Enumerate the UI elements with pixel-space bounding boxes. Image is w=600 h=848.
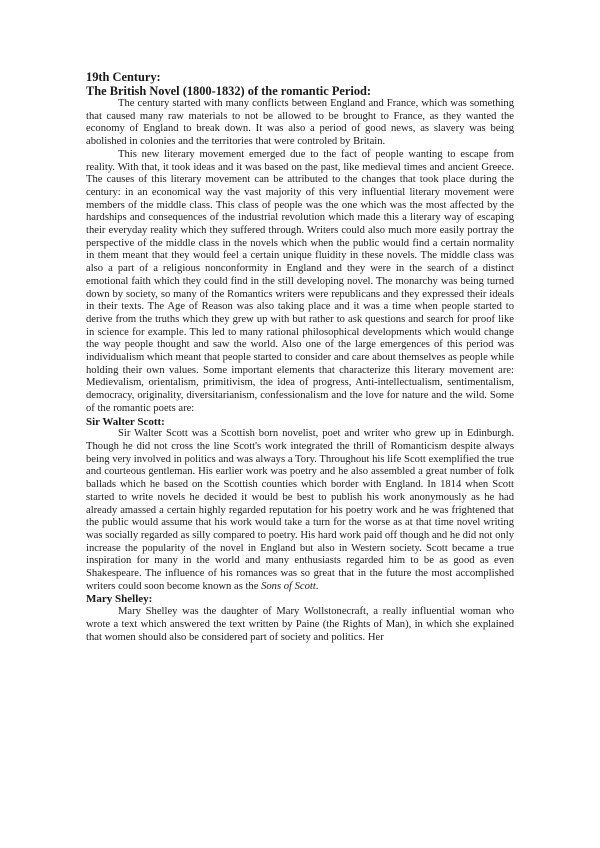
scott-paragraph: [86, 428, 514, 593]
scott-paragraph-text: Sir Walter Scott was a Scottish born novelist, poet and writer who grew up in Edinburgh. Though he did not cross the line Scott's work integrated the thrill of Romanticism despite always being very involved in politics and was always a Tory. Throughout his life Scott exemplified the true and courteous gentleman. His earlier work was poetry and he also assembled a great number of folk ballads which he based on the Scottish counties which border with England. In 1814 when Scott started to write novels he decided it would be best to publish his work anonymously as he had already amassed a certain highly regarded reputation for his poetry work and he was frightened that the public would assume that his work would take a turn for the worse as at that time novel writing was socially regarded as silly compared to poetry. His hard work paid off though and he did not only increase the popularity of the novel in England but also in Western society. Scott became a true inspiration for many in the world and many enthusiasts regarded him to be as good as even Shakespeare. The influence of his romances was so great that in the future the most accomplished writers could soon become known as the: [86, 428, 514, 592]
document-title: [86, 70, 514, 98]
scott-paragraph-end: .: [315, 580, 319, 592]
title-line-period: The British Novel (1800-1832) of the romantic Period:: [86, 84, 372, 98]
title-line-century: 19th Century:: [86, 70, 161, 84]
shelley-paragraph: Mary Shelley was the daughter of Mary Wollstonecraft, a really influential woman who wrote a text which answered the text written by Paine (the Rights of Man), in which she explained that women should also be considered part of society and politics. Her: [86, 606, 514, 643]
movement-paragraph: This new literary movement emerged due to the fact of people wanting to escape from reality. With that, it took ideas and it was based on the past, like medieval times and ancient Greece. The causes of this literary movement can be attributed to the changes that took place during the century: in an economical way the vast majority of this very influential literary movement were members of the middle class. This class of people was the one which was the most affected by the hardships and consequences of the industrial revolution which made this a literary way of escaping their everyday reality which they suffered through. Writers could also much more easily portray the perspective of the middle class in the novels which when the public would find a certain normality in them meant that they would feel a certain unique fluidity in these novels. The middle class was also a part of a religious nonconformity in England and they were in the search of a distinct emotional faith which they could find in the still developing novel. The monarchy was being turned down by society, so many of the Romantics writers were republicans and they expressed their ideals in their texts. The Age of Reason was also taking place and it was a time when people started to derive from the truths which they grew up with but rather to ask questions and search for proof like in science for example. This led to many rational philosophical developments which would change the way people thought and saw the world. Also one of the large emergences of this period was individualism which meant that people started to consider and care about themselves as people while holding their own values. Some important elements that characterize this literary movement are: Medievalism, orientalism, primitivism, the idea of progress, Anti-intellectualism, sentimentalism, democracy, originality, diversitarianism, confessionalism and the love for nature and the wild. Some of the romantic poets are:: [86, 148, 514, 414]
shelley-heading: Mary Shelley:: [86, 593, 153, 606]
intro-paragraph: The century started with many conflicts between England and France, which was something that caused many raw materials to not be allowed to be brought to France, as they wanted the economy of England to break down. It was also a period of good news, as slavery was being abolished in colonies and the territories that were controled by Britain.: [86, 98, 514, 148]
scott-paragraph-italic: Sons of Scott: [261, 580, 316, 592]
scott-heading: Sir Walter Scott:: [86, 415, 165, 428]
